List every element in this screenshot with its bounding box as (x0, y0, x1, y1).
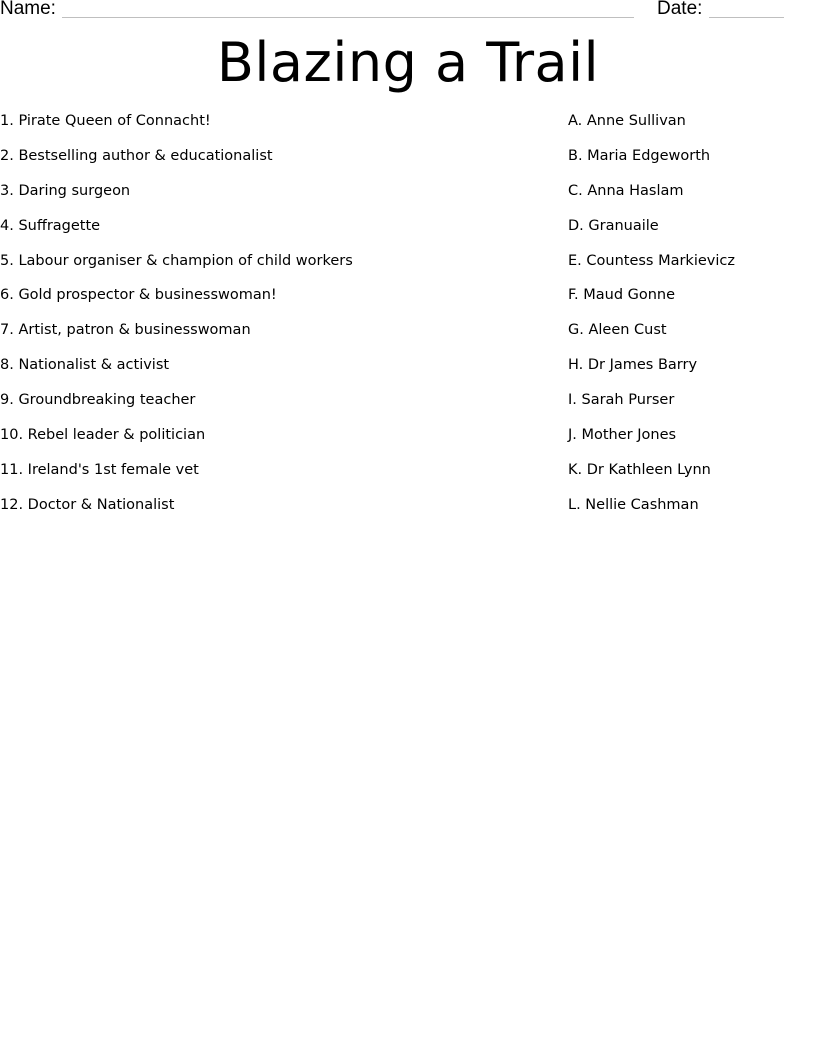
answer-item: L. Nellie Cashman (568, 496, 699, 513)
name-label: Name: (0, 0, 56, 19)
clue-item: 2. Bestselling author & educationalist (0, 147, 273, 164)
clue-list (0, 112, 540, 531)
name-blank-line (62, 17, 634, 18)
clue-item: 7. Artist, patron & businesswoman (0, 322, 251, 339)
clue-item: 8. Nationalist & activist (0, 357, 170, 374)
date-blank-line (709, 17, 784, 18)
answer-item: F. Maud Gonne (568, 287, 676, 304)
clue-item: 1. Pirate Queen of Connacht! (0, 113, 211, 129)
answer-item: J. Mother Jones (568, 427, 677, 444)
answer-item: A. Anne Sullivan (568, 113, 686, 129)
clue-item: 12. Doctor & Nationalist (0, 496, 175, 513)
answer-item: D. Granuaile (568, 217, 659, 234)
clue-item: 5. Labour organiser & champion of child workers (0, 252, 353, 269)
clue-item: 9. Groundbreaking teacher (0, 392, 196, 409)
answer-item: I. Sarah Purser (568, 392, 675, 409)
answer-item: K. Dr Kathleen Lynn (568, 461, 711, 478)
answer-item: B. Maria Edgeworth (568, 147, 711, 164)
answer-list (568, 112, 808, 531)
clue-item: 6. Gold prospector & businesswoman! (0, 287, 277, 304)
answer-item: C. Anna Haslam (568, 182, 684, 199)
answer-item: G. Aleen Cust (568, 322, 667, 339)
worksheet-header (0, 0, 816, 22)
clue-item: 11. Ireland's 1st female vet (0, 461, 199, 478)
answer-item: E. Countess Markievicz (568, 252, 735, 269)
worksheet-title: Blazing a Trail (216, 31, 600, 94)
date-label: Date: (657, 0, 703, 19)
clue-item: 3. Daring surgeon (0, 182, 131, 199)
clue-item: 4. Suffragette (0, 217, 101, 234)
answer-item: H. Dr James Barry (568, 357, 698, 374)
clue-item: 10. Rebel leader & politician (0, 427, 206, 444)
